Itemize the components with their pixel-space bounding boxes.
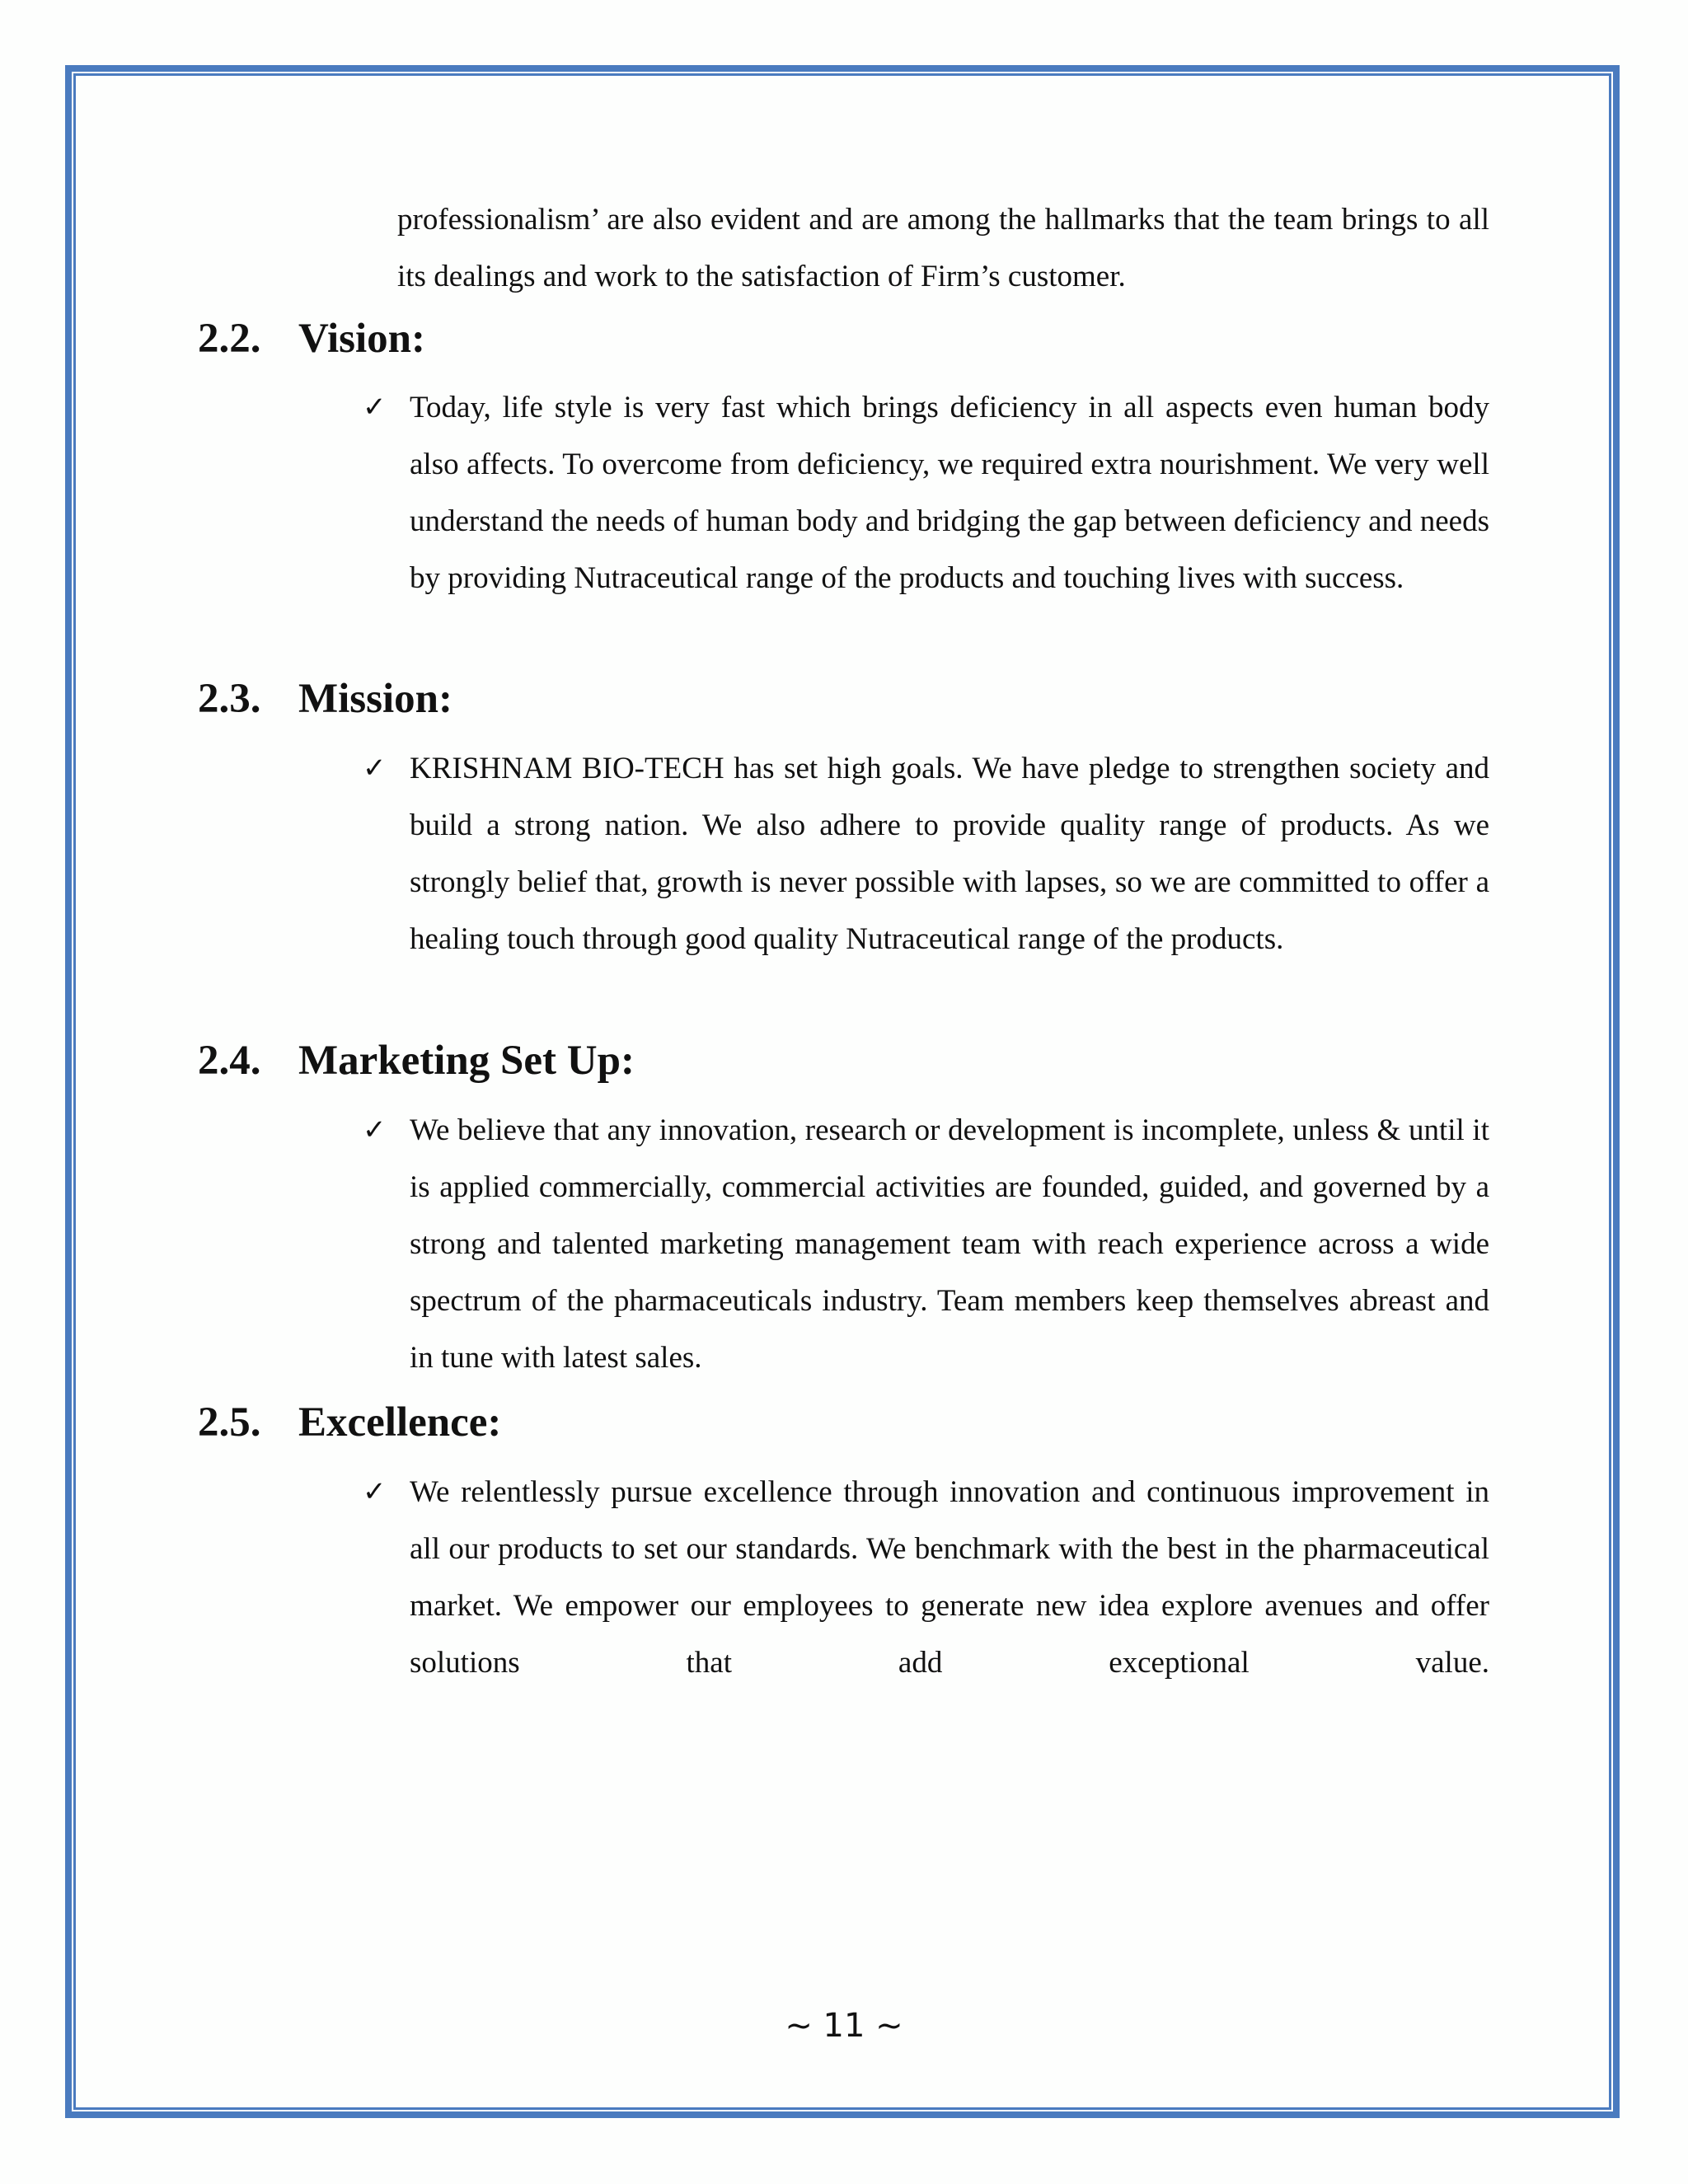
- checkmark-icon: ✓: [363, 1115, 387, 1146]
- section-title: Mission:: [298, 676, 453, 722]
- section-paragraph: We relentlessly pursue excellence through innovation and continuous improvement in all our products to set our standards. We benchmark with the best in the pharmaceutical market. We empower our employees to generate new idea explore avenues and offer solutions that add exceptional value.: [410, 1475, 1489, 1680]
- page-number: ~ 11 ~: [785, 2007, 903, 2045]
- section-heading: [198, 1036, 635, 1085]
- section-title: Excellence:: [298, 1399, 502, 1446]
- section-heading: [198, 1398, 501, 1447]
- section-title: Marketing Set Up:: [298, 1038, 635, 1084]
- checkmark-icon: ✓: [363, 392, 387, 423]
- checkmark-icon: ✓: [363, 1477, 387, 1507]
- section-number: 2.4.: [198, 1038, 261, 1084]
- section-title: Vision:: [298, 316, 425, 362]
- section-paragraph: KRISHNAM BIO-TECH has set high goals. We have pledge to strengthen society and build a strong nation. We also adhere to provide quality range of products. As we strongly belief that, growth is never possible with lapses, so we are committed to offer a healing touch through good quality Nutraceutical range of the products.: [410, 752, 1489, 956]
- section-paragraph: We believe that any innovation, research or development is incomplete, unless & until it is applied commercially, commercial activities are founded, guided, and governed by a strong and talented marketing management team with reach experience across a wide spectrum of the pharmaceuticals industry. Team members keep themselves abreast and in tune with latest sales.: [410, 1113, 1489, 1375]
- section-number: 2.5.: [198, 1399, 261, 1446]
- section-heading: [198, 314, 425, 363]
- section-paragraph: Today, life style is very fast which brings deficiency in all aspects even human body also affects. To overcome from deficiency, we required extra nourishment. We very well understand the needs of human body and bridging the gap between deficiency and needs by providing Nutraceutical range of the products and touching lives with success.: [410, 391, 1489, 595]
- checkmark-icon: ✓: [363, 753, 387, 784]
- section-number: 2.3.: [198, 676, 261, 722]
- intro-paragraph: professionalism’ are also evident and are among the hallmarks that the team brings to all its dealings and work to the satisfaction of Firm’s customer.: [397, 203, 1489, 293]
- section-number: 2.2.: [198, 316, 261, 362]
- section-heading: [198, 674, 452, 724]
